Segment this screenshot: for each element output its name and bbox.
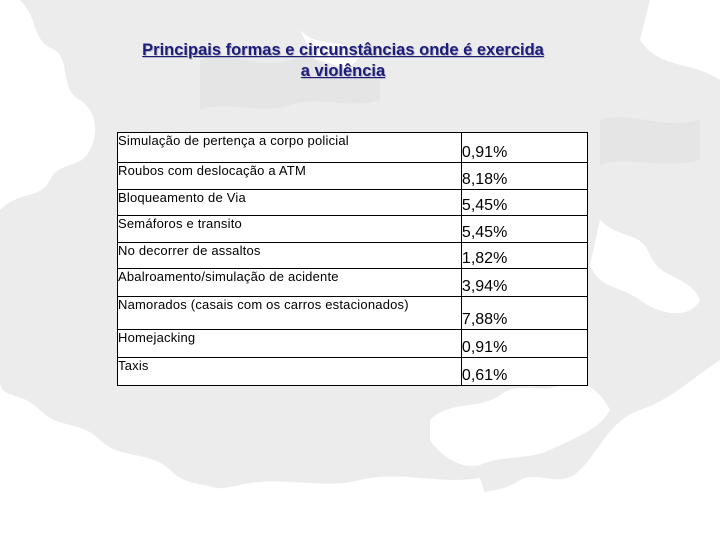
row-percentage: 1,82% <box>461 242 587 268</box>
table-row <box>118 242 588 268</box>
row-label: Taxis <box>118 358 462 386</box>
row-percentage: 0,61% <box>461 358 587 386</box>
table-row <box>118 269 588 296</box>
row-label: No decorrer de assaltos <box>118 242 462 268</box>
row-percentage: 8,18% <box>461 163 587 189</box>
table-row <box>118 163 588 189</box>
row-label: Roubos com deslocação a ATM <box>118 163 462 189</box>
table-row <box>118 133 588 163</box>
row-percentage: 0,91% <box>461 330 587 358</box>
row-percentage: 3,94% <box>461 269 587 296</box>
table-row <box>118 330 588 358</box>
row-percentage: 5,45% <box>461 216 587 242</box>
table-row <box>118 358 588 386</box>
page-title <box>100 40 586 82</box>
violence-circumstances-table <box>117 132 588 386</box>
row-label: Namorados (casais com os carros estacionados) <box>118 296 462 330</box>
row-label: Homejacking <box>118 330 462 358</box>
row-percentage: 5,45% <box>461 189 587 215</box>
row-percentage: 7,88% <box>461 296 587 330</box>
title-line-2: a violência <box>300 62 386 80</box>
table-row <box>118 216 588 242</box>
row-label: Bloqueamento de Via <box>118 189 462 215</box>
row-label: Simulação de pertença a corpo policial <box>118 133 462 163</box>
table-row <box>118 296 588 330</box>
row-label: Semáforos e transito <box>118 216 462 242</box>
row-percentage: 0,91% <box>461 133 587 163</box>
row-label: Abalroamento/simulação de acidente <box>118 269 462 296</box>
title-line-1: Principais formas e circunstâncias onde é exercida <box>142 41 544 59</box>
table-row <box>118 189 588 215</box>
